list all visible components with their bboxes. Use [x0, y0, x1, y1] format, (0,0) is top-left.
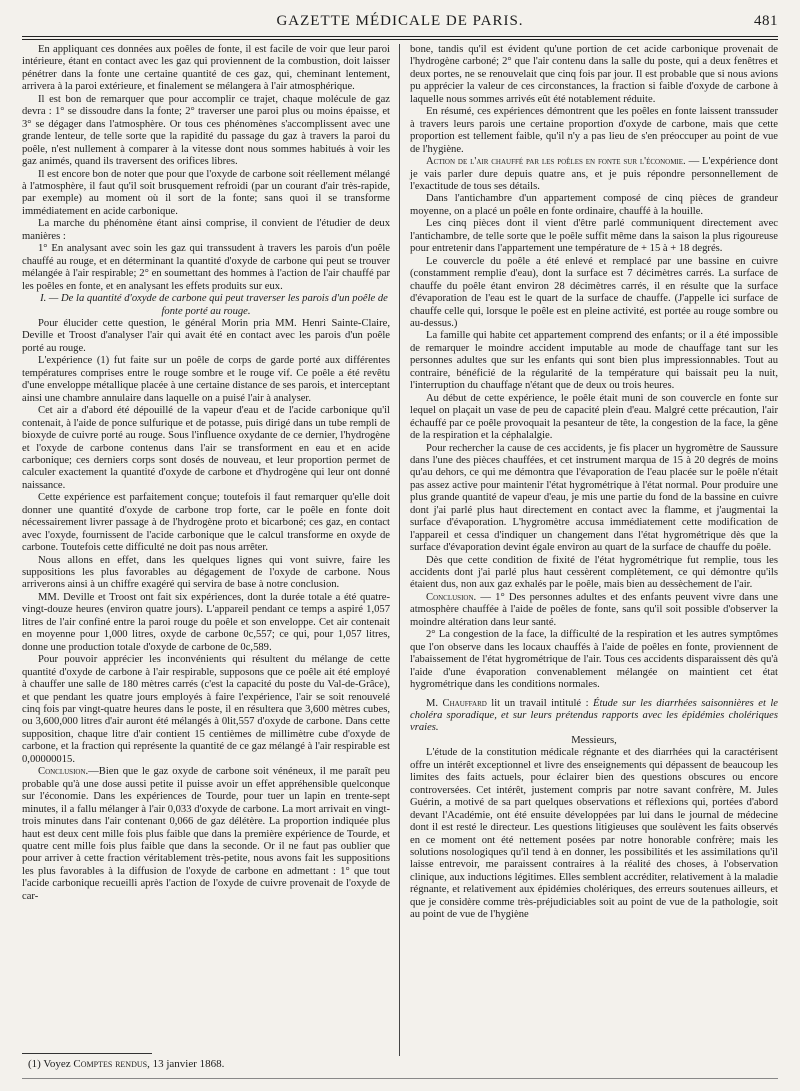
- work-title: Étude sur les diarrhées saisonnières et le choléra sporadique, et sur leurs prétendus rapports avec les épidémies cholériques vraies.: [410, 697, 778, 734]
- page-number: 481: [754, 12, 779, 29]
- paragraph: Cette expérience est parfaitement conçue; toutefois il faut remarquer qu'elle doit donner une quantité d'oxyde de carbone trop forte, car le poêle en fonte doit nécessairement livrer passage à de l'hydrogène proto et bicarboné; ces gaz, en contact avec l'oxyde, fournissent de l'acide carbonique que le calcul transforme en oxyde de carbone. Toutefois cette difficulté ne doit pas nous arrêter.: [22, 492, 390, 554]
- section-title: I. — De la quantité d'oxyde de carbone qui peut traverser les parois d'un poêle de fonte porté au rouge.: [40, 293, 388, 317]
- conclusion-paragraph: [410, 592, 778, 629]
- paragraph: Dans l'antichambre d'un appartement composé de cinq pièces de grandeur moyenne, on a placé un poêle en fonte ordinaire, chauffé à la houille.: [410, 193, 778, 217]
- paragraph: Pour élucider cette question, le général Morin pria MM. Henri Sainte-Claire, Deville et Troost d'analyser l'air qui avait été en contact avec les parois d'un poêle porté au rouge.: [22, 317, 390, 354]
- paragraph: [410, 156, 778, 193]
- conclusion-label: Conclusion.: [38, 766, 89, 778]
- paragraph: Pour pouvoir apprécier les inconvénients qui résultent du mélange de cette quantité d'oxyde de carbone à l'air respirable, supposons que ce poêle ait été employé à chauffer une salle de 180 mètres carrés (c'est la capacité du poste du Val-de-Grâce), et que pendant les quatre jours employés à faire l'expérience, l'air se soit renouvelé cinq fois par vingt-quatre heures dans le poste, il en résultera que 3,600 mètres cubes, ou 3,600,000 litres d'air auront été mélangés à 0lit,557 d'oxyde de carbone. Dans cette supposition, chaque litre d'air contient 15 centièmes de millimètre cube d'oxyde de carbone, et la fraction qui représente la quantité de ce gaz mélangé à l'air respirable est 0,00000015.: [22, 654, 390, 765]
- paragraph: 1° En analysant avec soin les gaz qui transsudent à travers les parois d'un poêle chauffé au rouge, et en déterminant la quantité d'oxyde de carbone qui peut se trouver mélangée à l'air respirable; 2° en soumettant des hommes à l'action de l'air chauffé par les poêles en fonte, et en analysant les effets produits sur eux.: [22, 243, 390, 292]
- author-name: M. Chauffard: [426, 697, 487, 709]
- left-column: [22, 44, 390, 903]
- right-column: [410, 44, 778, 922]
- paragraph: Les cinq pièces dont il vient d'être parlé communiquent directement avec l'antichambre, de telle sorte que le poêle suffit même dans la saison la plus rigoureuse pour entretenir dans l'appartement une température de + 15 à + 18 degrés.: [410, 218, 778, 255]
- footnote-rule: [22, 1053, 152, 1054]
- paragraph: En appliquant ces données aux poêles de fonte, il est facile de voir que leur paroi intérieure, étant en contact avec les gaz qui proviennent de la combustion, doit laisser pénétrer dans la fonte une certaine quantité de ces gaz, qui, cheminant lentement, arrivera à la paroi extérieure, et finalement se mélangera à l'air atmosphérique.: [22, 44, 390, 93]
- paragraph: bone, tandis qu'il est évident qu'une portion de cet acide carbonique provenait de l'hydrogène carboné; 2° que l'air contenu dans la salle du poste, qui a deux fenêtres et deux portes, ne se renouvelait que cinq fois par jour. Il est probable que si nous avions pu apprécier la valeur de ces circonstances, la fraction si faible d'oxyde de carbone à laquelle nous sommes arrivés eût été notablement réduite.: [410, 44, 778, 105]
- paragraph: La famille qui habite cet appartement comprend des enfants; or il a été impossible de remarquer le moindre accident imputable au mode de chauffage tant sur les personnes adultes que sur les enfants qui sont bien plus impressionnables. Tout au contraire, bénéficié de la régularité de la température qui baissait peu la nuit, l'interruption du chauffage n'étant que de deux ou trois heures.: [410, 330, 778, 392]
- paragraph: Il est encore bon de noter que pour que l'oxyde de carbone soit réellement mélangé à l'atmosphère, il faut qu'il soit brusquement refroidi (par un courant d'air très-rapide, par exemple) au moment où il sort de la fonte; sans quoi il se transforme immédiatement en acide carbonique.: [22, 168, 390, 217]
- paragraph: 2° La congestion de la face, la difficulté de la respiration et les autres symptômes que l'on observe dans les locaux chauffés à l'aide de poêles en fonte, proviennent de l'abaissement de l'état hygrométrique de l'air. Tous ces accidents disparaissent dès qu'à l'aide d'une évaporation convenablement mélangée on maintient cet état hygrométrique dans les conditions normales.: [410, 629, 778, 691]
- paragraph: Pour rechercher la cause de ces accidents, je fis placer un hygromètre de Saussure dans l'une des pièces chauffées, et cet instrument marqua de 15 à 20 degrés de moins qu'au dehors, ce qui me démontra que l'évaporation de l'eau placée sur le poêle n'était pas assez active pour maintenir l'état hygrométrique à l'état normal. Pour produire une plus grande quantité de vapeur d'eau, je mis une partie du fond de la bassine en cuivre dont j'ai parlé plus haut directement en contact avec la flamme, et j'augmentai la surface d'évaporation. L'hygromètre accusa immédiatement cette modification de l'appareil et cessa d'indiquer un changement dans l'état hygrométrique dès que la surface d'évaporation devint égale environ au quart de la surface de chauffe du poêle.: [410, 442, 778, 554]
- paragraph: Nous allons en effet, dans les quelques lignes qui vont suivre, faire les suppositions les plus favorables au dégagement de l'oxyde de carbone. Nous arriverons ainsi à un chiffre exagéré qui servira de base à notre conclusion.: [22, 554, 390, 591]
- paragraph: Il est bon de remarquer que pour accomplir ce trajet, chaque molécule de gaz devra : 1° se dissoudre dans la fonte; 2° traverser une paroi plus ou moins épaisse, et 3° se dégager dans l'atmosphère. Or tous ces phénomènes s'accomplissent avec une grande lenteur, de telle sorte que la rapidité du passage du gaz à travers la paroi du poêle, n'est nullement à comparer à la vitesse dont nous sommes habitués à voir les gaz animés, quand ils traversent des orifices libres.: [22, 93, 390, 168]
- footnote-ref: Comptes rendus: [73, 1058, 148, 1070]
- paragraph: En résumé, ces expériences démontrent que les poêles en fonte laissent transsuder à travers leurs parois une certaine proportion d'oxyde de carbone, mais que cette proportion est tellement faible, qu'il n'y a pas lieu de s'en préoccuper au point de vue de l'hygiène.: [410, 106, 778, 155]
- footnote: [28, 1058, 388, 1070]
- paragraph: Le couvercle du poêle a été enlevé et remplacé par une bassine en cuivre (constamment remplie d'eau), dont la surface est 7 décimètres carrés. La surface de chauffe du poêle étant environ 28 décimètres carrés, il en résulte que la surface d'évaporation de l'eau est le quart de la surface de chauffe. (J'appelle ici surface de chauffe celle qui, lorsque le poêle est en pleine activité, est portée au rouge sombre ou au-dessus.): [410, 255, 778, 329]
- paragraph: MM. Deville et Troost ont fait six expériences, dont la durée totale a été quatre-vingt-douze heures (environ quatre jours). L'appareil pendant ce temps a aspiré 1,057 litres de l'air confiné entre la paroi rouge du poêle et son enveloppe. Cet air contenait en moyenne pour 1,000 litres, oxyde de carbone 0c,557; ce qui, pour 1,057 litres, donne une production totale d'oxyde de carbone de 0c,589.: [22, 591, 390, 653]
- salutation: Messieurs,: [571, 734, 617, 746]
- footnote-date: , 13 janvier 1868.: [147, 1058, 225, 1070]
- footnote-prefix: (1) Voyez: [28, 1058, 71, 1070]
- conclusion-paragraph: [22, 766, 390, 903]
- paragraph: L'étude de la constitution médicale régnante et des diarrhées qui la caractérisent offre un intérêt exceptionnel et livre des enseignements qui dépassent de beaucoup les limites des faits actuels, pour éclairer bien des questions obscures ou encore controversées. Cet intérêt, justement compris par notre savant confrère, M. Jules Guérin, a motivé de sa part quelques observations et réflexions qui, portées d'abord devant l'Académie, ont été ensuite développées par lui dans le journal de médecine dont il est resté le directeur. Les questions litigieuses que soulèvent les faits observés en ce moment ont été nettement posées par notre honorable confrère; mais les solutions nosologiques qu'il tend à en donner, les possibilités et les assimilations qu'il laisse entrevoir, me paraissent contraires à la réalité des choses, à l'observation clinique, aux inductions légitimes. Elles semblent accréditer, relativement à la maladie régnante, et relativement aux épidémies cholériques, des erreurs soutenues ailleurs, et que je considère comme très-préjudiciables soit au point de vue de la pathologie, soit au point de vue de l'hygiène: [410, 747, 778, 921]
- paragraph: [410, 698, 778, 735]
- conclusion-label: Conclusion.: [426, 591, 477, 603]
- subheading: Action de l'air chauffé par les poêles en fonte sur l'économie.: [426, 156, 686, 168]
- paragraph: La marche du phénomène étant ainsi comprise, il convient de l'étudier de deux manières :: [22, 218, 390, 242]
- bottom-rule: [22, 1078, 778, 1079]
- header-spacer: [524, 13, 778, 30]
- column-divider: [399, 44, 400, 1056]
- paragraph-text: lit un travail intitulé :: [486, 697, 593, 709]
- page-header: [22, 8, 778, 34]
- conclusion-text: —Bien que le gaz oxyde de carbone soit vénéneux, il me paraît peu probable qu'à une dose aussi petite il puisse avoir un effet appréhensible quelconque sur l'économie. Dans les expériences de Tourde, pour tuer un lapin en trente-sept minutes, il a fallu mélanger à l'air 0,033 d'oxyde de carbone. La mort arrivait en vingt-trois minutes dans l'air contenant 0,066 de gaz délétère. La proportion indiquée plus haut est deux cent mille fois plus faible que dans la première expérience de Tourde, et quatre cent mille fois plus faible que dans la seconde. Or il ne faut pas oublier que pour arriver à cette fraction véritablement très-petite, nous avons fait les suppositions les plus favorables à la diffusion de l'oxyde de carbone en admettant : 1° que tout l'acide carbonique recueilli après l'action de l'oxyde de cuivre provenait de l'oxyde de car-: [22, 766, 390, 902]
- header-rule: [22, 36, 778, 40]
- paragraph: L'expérience (1) fut faite sur un poêle de corps de garde porté aux différentes températures comprises entre le rouge sombre et le rouge vif. Ce poêle a été revêtu d'une enveloppe métallique placée à une certaine distance de ses parois, et interceptant ainsi une chambre annulaire dans laquelle on a puisé l'air à analyser.: [22, 355, 390, 404]
- paragraph: Cet air a d'abord été dépouillé de la vapeur d'eau et de l'acide carbonique qu'il contenait, à l'aide de ponce sulfurique et de potasse, puis dirigé dans un tube rempli de bioxyde de cuivre porté au rouge. Sous l'influence oxydante de ce dernier, l'hydrogène et l'oxyde de carbone contenus dans l'air se transforment en eau et en acide carbonique; ces derniers corps sont dosés de nouveau, et leur proportion permet de calculer exactement la quantité d'oxyde de carbone et d'hydrogène qui leur ont donné naissance.: [22, 405, 390, 491]
- paragraph: Dès que cette condition de fixité de l'état hygrométrique fut remplie, tous les accidents dont j'ai parlé plus haut cessèrent complètement, ce qui démontre qu'ils étaient dus, non aux gaz exhalés par le poêle, mais bien au dessèchement de l'air.: [410, 554, 778, 591]
- journal-title: GAZETTE MÉDICALE DE PARIS.: [276, 12, 524, 29]
- paragraph-text: — L'expérience dont je vais parler dure depuis quatre ans, et je puis répondre personnellement de l'exactitude de tous ses détails.: [410, 156, 779, 192]
- paragraph: Au début de cette expérience, le poêle était muni de son couvercle en fonte sur lequel on plaçait un vase de peu de capacité plein d'eau. Malgré cette précaution, l'air échauffé par ce poêle provoquait la pesanteur de tête, la congestion de la face, la gêne de la respiration et la céphalalgie.: [410, 392, 778, 442]
- conclusion-text: — 1° Des personnes adultes et des enfants peuvent vivre dans une atmosphère chauffée à l'aide de poêles de fonte, sans qu'il soit possible d'observer la moindre altération dans leur santé.: [410, 591, 778, 628]
